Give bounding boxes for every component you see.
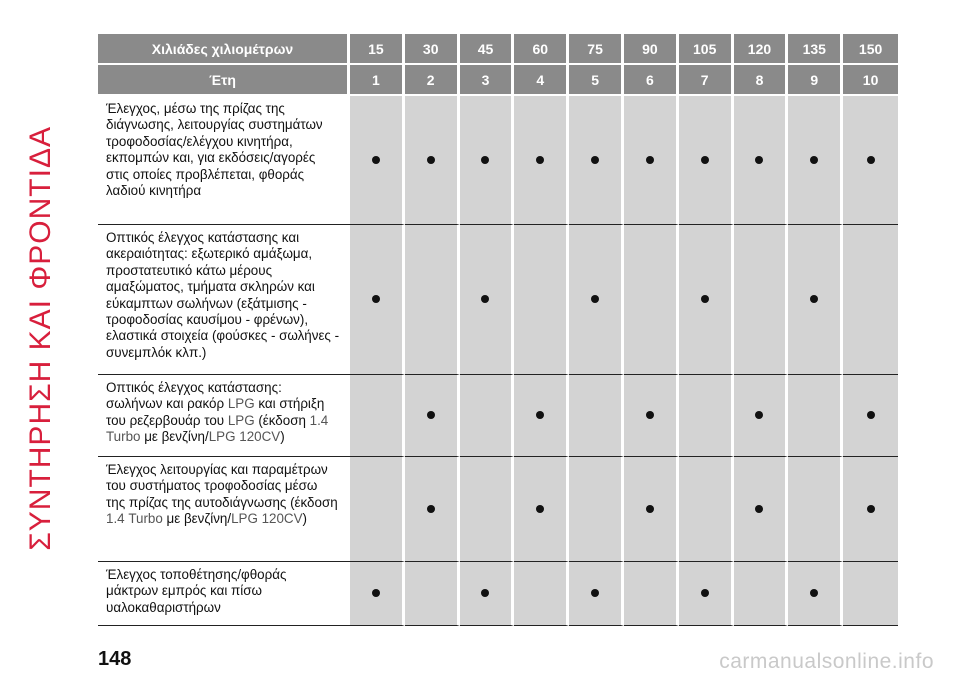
schedule-cell xyxy=(405,225,460,375)
check-dot-icon xyxy=(755,505,763,513)
schedule-cell xyxy=(569,562,624,626)
check-dot-icon xyxy=(591,156,599,164)
schedule-cell xyxy=(843,562,898,626)
schedule-cell xyxy=(350,375,405,457)
schedule-cell xyxy=(788,375,843,457)
header-year-value: 5 xyxy=(569,65,624,96)
schedule-cell xyxy=(734,96,789,225)
header-year-value: 7 xyxy=(679,65,734,96)
schedule-cell xyxy=(734,375,789,457)
schedule-cell xyxy=(460,96,515,225)
check-dot-icon xyxy=(481,156,489,164)
schedule-cell xyxy=(460,375,515,457)
schedule-cell xyxy=(679,375,734,457)
schedule-cell xyxy=(788,96,843,225)
header-year-value: 1 xyxy=(350,65,405,96)
schedule-cell xyxy=(405,375,460,457)
header-year-value: 2 xyxy=(405,65,460,96)
schedule-cell xyxy=(734,225,789,375)
check-dot-icon xyxy=(755,156,763,164)
schedule-cell xyxy=(460,457,515,562)
description-text: με βενζίνη/ xyxy=(162,511,232,527)
check-dot-icon xyxy=(427,411,435,419)
header-row-km xyxy=(98,34,898,65)
header-km-value: 90 xyxy=(624,34,679,65)
check-dot-icon xyxy=(591,589,599,597)
check-dot-icon xyxy=(867,411,875,419)
side-section-title xyxy=(20,28,62,648)
schedule-cell xyxy=(734,457,789,562)
description-text: 1.4 Turbo xyxy=(106,511,163,527)
schedule-cell xyxy=(514,457,569,562)
check-dot-icon xyxy=(867,505,875,513)
header-km-value: 30 xyxy=(405,34,460,65)
check-dot-icon xyxy=(701,295,709,303)
page-number: 148 xyxy=(98,648,132,670)
description-text: LPG xyxy=(227,412,255,428)
check-dot-icon xyxy=(427,505,435,513)
schedule-body xyxy=(98,96,898,626)
row-description xyxy=(98,375,350,457)
schedule-cell xyxy=(350,562,405,626)
table-row xyxy=(98,457,898,562)
check-dot-icon xyxy=(701,589,709,597)
header-year-value: 9 xyxy=(788,65,843,96)
maintenance-schedule-table xyxy=(98,34,898,626)
check-dot-icon xyxy=(867,156,875,164)
header-year-value: 6 xyxy=(624,65,679,96)
description-text: Οπτικός έλεγχος κατάστασης και ακεραιότητας: εξωτερικό αμάξωμα, προστατευτικό κάτω μέρους αμαξώματος, τμήματα σκληρών και εύκαμπτων σωλήνων (εξάτμισης - τροφοδοσίας καυσίμου - φρένων), ελαστικά στοιχεία (φούσκες - σωλήνες - συνεμπλόκ κλπ.) xyxy=(106,230,340,360)
check-dot-icon xyxy=(536,411,544,419)
schedule-cell xyxy=(788,562,843,626)
row-description xyxy=(98,96,350,225)
schedule-cell xyxy=(624,96,679,225)
schedule-cell xyxy=(405,96,460,225)
check-dot-icon xyxy=(646,411,654,419)
description-text: και στήριξη του ρεζερβουάρ του xyxy=(106,396,325,428)
description-text: Οπτικός έλεγχος κατάστασης: σωλήνων και ρακόρ xyxy=(106,380,282,412)
header-km-value: 150 xyxy=(843,34,898,65)
description-text: LPG 120CV xyxy=(208,429,281,445)
header-km-value: 105 xyxy=(679,34,734,65)
check-dot-icon xyxy=(372,156,380,164)
schedule-cell xyxy=(624,562,679,626)
check-dot-icon xyxy=(810,156,818,164)
schedule-cell xyxy=(514,96,569,225)
schedule-cell xyxy=(460,225,515,375)
schedule-cell xyxy=(405,562,460,626)
check-dot-icon xyxy=(755,411,763,419)
header-years-label: Έτη xyxy=(98,65,350,96)
row-description xyxy=(98,225,350,375)
schedule-cell xyxy=(843,457,898,562)
description-text: (έκδοση xyxy=(254,412,310,428)
header-km-value: 15 xyxy=(350,34,405,65)
table-row xyxy=(98,562,898,626)
check-dot-icon xyxy=(481,295,489,303)
check-dot-icon xyxy=(372,589,380,597)
watermark: carmanualsonline.info xyxy=(719,650,934,673)
schedule-cell xyxy=(624,375,679,457)
table-row xyxy=(98,375,898,457)
check-dot-icon xyxy=(427,156,435,164)
header-year-value: 10 xyxy=(843,65,898,96)
schedule-cell xyxy=(843,225,898,375)
schedule-cell xyxy=(624,225,679,375)
schedule-cell xyxy=(350,225,405,375)
description-text: ) xyxy=(302,511,308,527)
header-year-value: 3 xyxy=(460,65,515,96)
schedule-cell xyxy=(679,457,734,562)
schedule-cell xyxy=(460,562,515,626)
description-text: με βενζίνη/ xyxy=(140,429,209,445)
schedule-cell xyxy=(679,225,734,375)
schedule-cell xyxy=(679,562,734,626)
schedule-cell xyxy=(514,562,569,626)
schedule-cell xyxy=(514,375,569,457)
check-dot-icon xyxy=(536,505,544,513)
check-dot-icon xyxy=(810,589,818,597)
schedule-cell xyxy=(569,457,624,562)
description-text: Έλεγχος, μέσω της πρίζας της διάγνωσης, λειτουργίας συστημάτων τροφοδοσίας/ελέγχου κινητήρα, εκπομπών και, για εκδόσεις/αγορές στις οποίες προβλέπεται, φθοράς λαδιού κινητήρα xyxy=(106,101,323,199)
check-dot-icon xyxy=(701,156,709,164)
check-dot-icon xyxy=(481,589,489,597)
check-dot-icon xyxy=(810,295,818,303)
header-year-value: 8 xyxy=(734,65,789,96)
check-dot-icon xyxy=(646,156,654,164)
schedule-cell xyxy=(514,225,569,375)
schedule-cell xyxy=(350,457,405,562)
header-km-value: 120 xyxy=(734,34,789,65)
header-km-value: 135 xyxy=(788,34,843,65)
header-row-years xyxy=(98,65,898,96)
header-km-value: 60 xyxy=(514,34,569,65)
schedule-cell xyxy=(679,96,734,225)
description-text: ) xyxy=(280,429,285,445)
check-dot-icon xyxy=(536,156,544,164)
schedule-cell xyxy=(569,96,624,225)
description-text: LPG xyxy=(227,396,255,412)
schedule-cell xyxy=(843,375,898,457)
schedule-cell xyxy=(734,562,789,626)
schedule-cell xyxy=(405,457,460,562)
header-km-value: 75 xyxy=(569,34,624,65)
schedule-cell xyxy=(788,225,843,375)
check-dot-icon xyxy=(372,295,380,303)
table-row xyxy=(98,225,898,375)
description-text: Έλεγχος λειτουργίας και παραμέτρων του συστήματος τροφοδοσίας μέσω της πρίζας της αυτοδιάγνωσης (έκδοση xyxy=(106,462,338,510)
header-km-value: 45 xyxy=(460,34,515,65)
description-text: Έλεγχος τοποθέτησης/φθοράς μάκτρων εμπρός και πίσω υαλοκαθαριστήρων xyxy=(106,567,287,615)
header-km-label: Χιλιάδες χιλιομέτρων xyxy=(98,34,350,65)
description-text: LPG 120CV xyxy=(231,511,303,527)
description-text: 1.4 Turbo xyxy=(106,412,329,445)
schedule-cell xyxy=(350,96,405,225)
schedule-cell xyxy=(569,225,624,375)
side-section-title-text: ΣΥΝΤΗΡΗΣΗ ΚΑΙ ΦΡΟΝΤΙΔΑ xyxy=(24,125,57,551)
schedule-cell xyxy=(624,457,679,562)
row-description xyxy=(98,562,350,626)
table-row xyxy=(98,96,898,225)
schedule-cell xyxy=(788,457,843,562)
row-description xyxy=(98,457,350,562)
schedule-cell xyxy=(843,96,898,225)
check-dot-icon xyxy=(646,505,654,513)
check-dot-icon xyxy=(591,295,599,303)
header-year-value: 4 xyxy=(514,65,569,96)
schedule-cell xyxy=(569,375,624,457)
